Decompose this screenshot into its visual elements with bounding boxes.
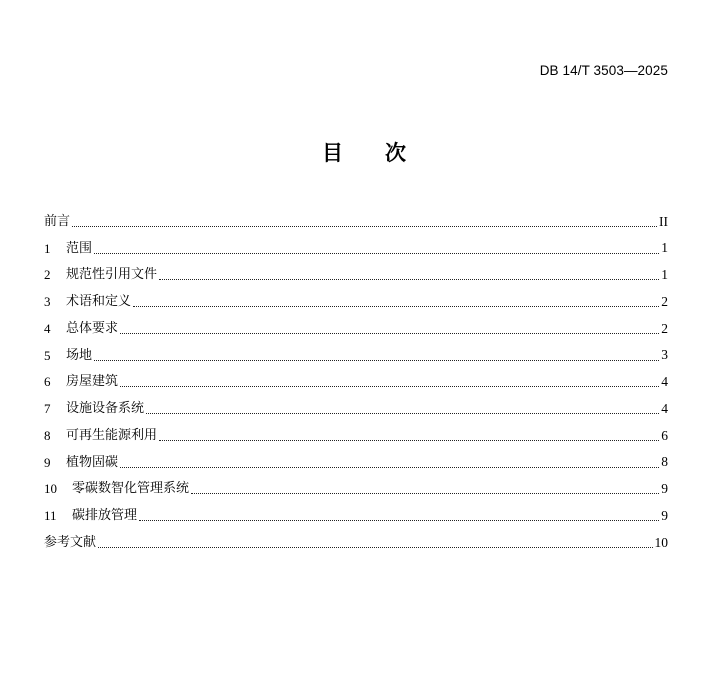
- toc-page-number: 2: [661, 293, 668, 309]
- toc-entry-7[interactable]: [44, 395, 668, 422]
- toc-entry-3[interactable]: [44, 288, 668, 315]
- toc-entry-label: 设施设备系统: [66, 401, 145, 417]
- toc-entry-number: 10: [44, 481, 57, 497]
- toc-entry-label: 可再生能源利用: [66, 427, 158, 443]
- toc-dot-leader: [98, 546, 652, 548]
- toc-page-number: 10: [654, 534, 668, 550]
- toc-page-number: 1: [661, 267, 668, 283]
- toc-dot-leader: [139, 519, 659, 521]
- toc-entry-label: 前言: [44, 213, 71, 229]
- toc-entry-bibliography[interactable]: [44, 529, 668, 556]
- toc-entry-2[interactable]: [44, 262, 668, 289]
- toc-dot-leader: [94, 359, 659, 361]
- toc-dot-leader: [120, 332, 659, 334]
- page-title: [0, 137, 728, 167]
- toc-dot-leader: [133, 305, 659, 307]
- toc-entry-number: 4: [44, 320, 51, 336]
- toc-page-number: II: [659, 213, 668, 229]
- toc-entry-number: 2: [44, 267, 51, 283]
- toc-entry-number: 9: [44, 454, 51, 470]
- toc-dot-leader: [146, 412, 659, 414]
- toc-entry-number: 1: [44, 240, 51, 256]
- toc-entry-number: 3: [44, 294, 51, 310]
- toc-entry-6[interactable]: [44, 369, 668, 396]
- toc-dot-leader: [159, 439, 659, 441]
- toc-entry-label: 植物固碳: [66, 454, 119, 470]
- toc-entry-label: 零碳数智化管理系统: [72, 481, 190, 497]
- toc-page-number: 8: [661, 454, 668, 470]
- title-char-2: 次: [385, 141, 406, 165]
- toc-entry-number: 6: [44, 374, 51, 390]
- toc-entry-number: 7: [44, 401, 51, 417]
- toc-page-number: 1: [661, 240, 668, 256]
- toc-entry-number: 5: [44, 347, 51, 363]
- toc-entry-label: 参考文献: [44, 534, 97, 550]
- toc-entry-label: 场地: [66, 347, 93, 363]
- toc-page-number: 6: [661, 427, 668, 443]
- toc-entry-5[interactable]: [44, 342, 668, 369]
- toc-dot-leader: [120, 385, 659, 387]
- toc-dot-leader: [72, 225, 657, 227]
- toc-entry-9[interactable]: [44, 449, 668, 476]
- table-of-contents: [44, 208, 668, 556]
- toc-entry-label: 规范性引用文件: [66, 267, 158, 283]
- document-code: DB 14/T 3503—2025: [539, 63, 668, 78]
- toc-entry-number: 11: [44, 508, 57, 524]
- toc-entry-4[interactable]: [44, 315, 668, 342]
- toc-entry-10[interactable]: [44, 476, 668, 503]
- toc-entry-label: 范围: [66, 240, 93, 256]
- toc-entry-label: 总体要求: [66, 320, 119, 336]
- toc-page-number: 4: [661, 400, 668, 416]
- toc-page-number: 9: [661, 507, 668, 523]
- toc-dot-leader: [159, 278, 659, 280]
- toc-dot-leader: [94, 252, 659, 254]
- toc-entry-foreword[interactable]: [44, 208, 668, 235]
- toc-page-number: 2: [661, 320, 668, 336]
- toc-entry-number: 8: [44, 427, 51, 443]
- toc-page-number: 9: [661, 481, 668, 497]
- toc-entry-8[interactable]: [44, 422, 668, 449]
- toc-dot-leader: [120, 466, 659, 468]
- toc-dot-leader: [191, 492, 659, 494]
- toc-entry-label: 碳排放管理: [72, 508, 138, 524]
- toc-entry-label: 术语和定义: [66, 294, 132, 310]
- toc-page-number: 3: [661, 347, 668, 363]
- title-char-1: 目: [322, 141, 343, 165]
- toc-entry-1[interactable]: [44, 235, 668, 262]
- toc-entry-11[interactable]: [44, 502, 668, 529]
- toc-entry-label: 房屋建筑: [66, 374, 119, 390]
- toc-page-number: 4: [661, 374, 668, 390]
